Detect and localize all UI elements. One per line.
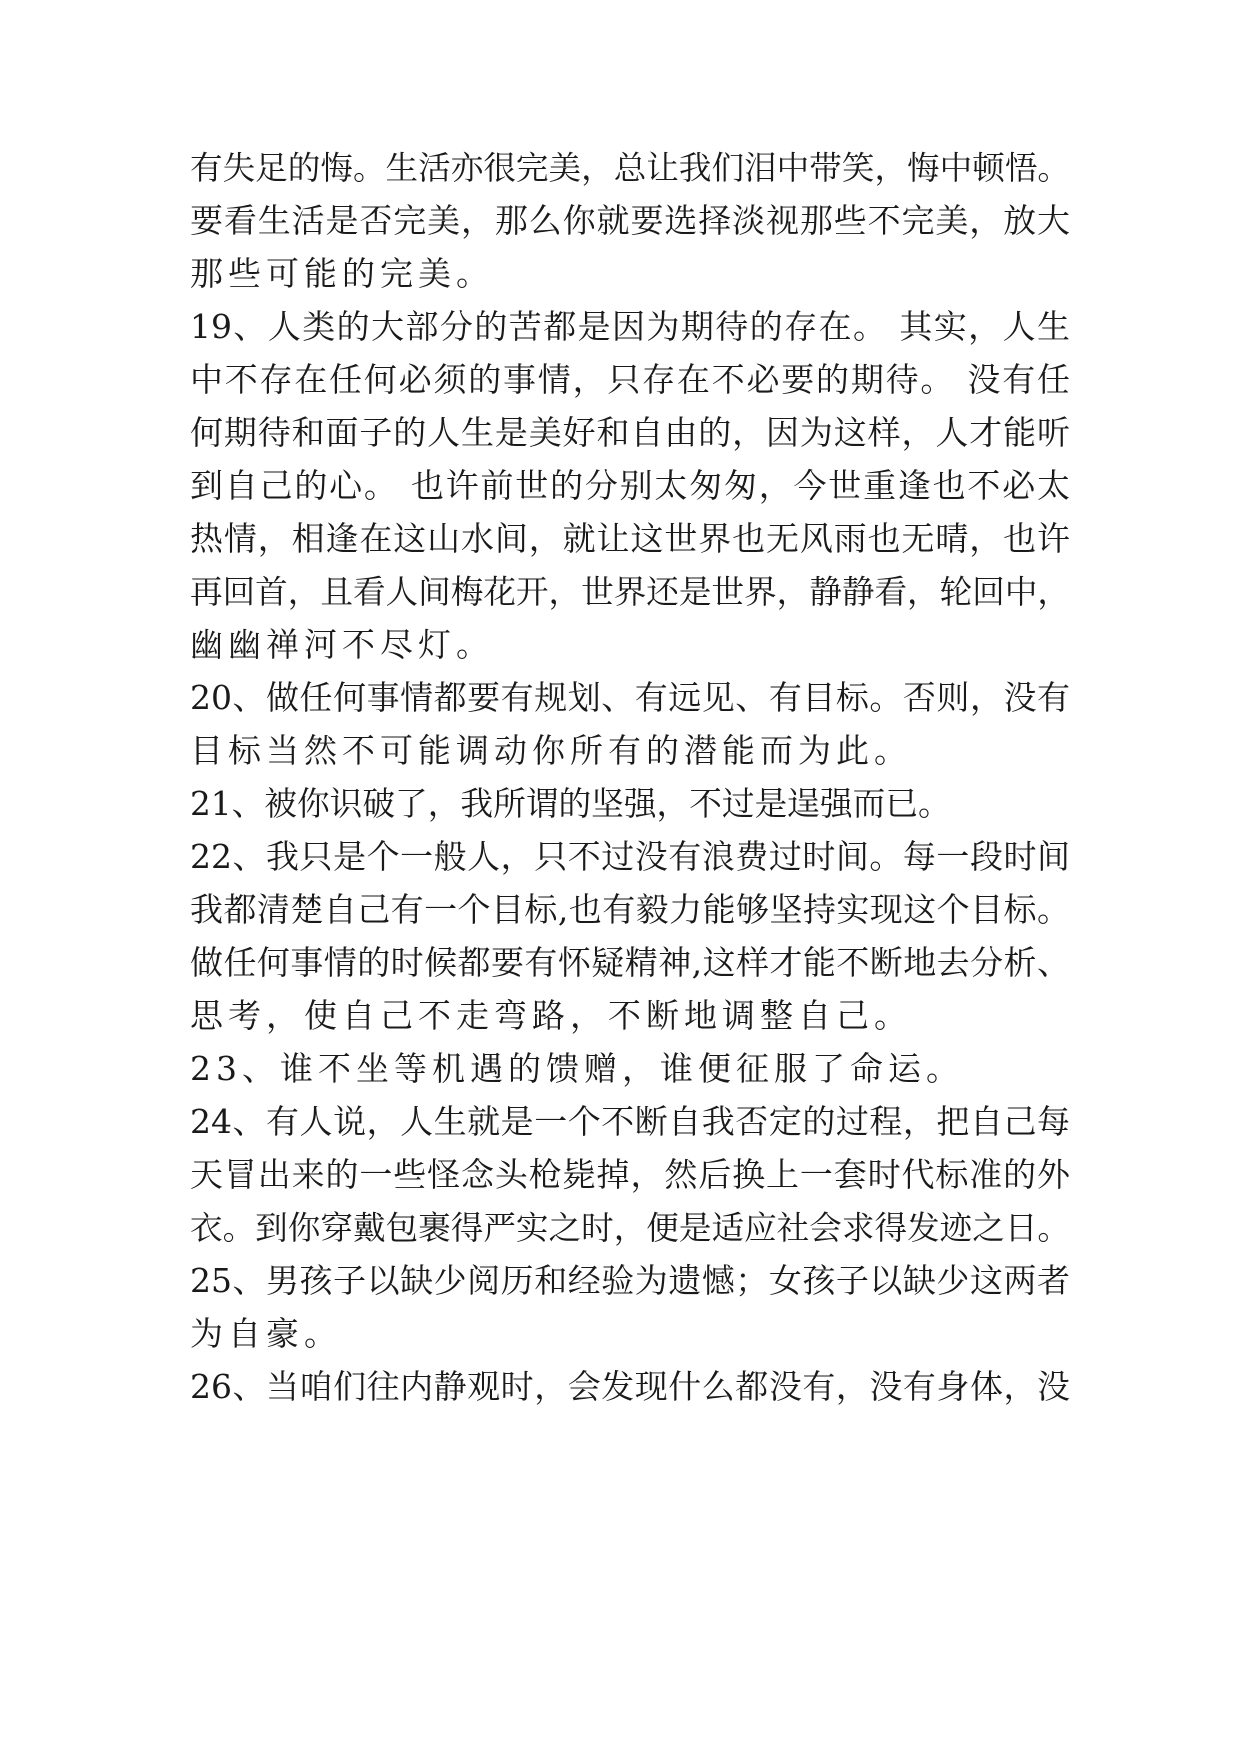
text-line: 25、男孩子以缺少阅历和经验为遗憾；女孩子以缺少这两者 [190,1261,1070,1300]
text-line: 天冒出来的一些怪念头枪毙掉，然后换上一套时代标准的外 [190,1155,1070,1194]
text-line: 23、谁不坐等机遇的馈赠，谁便征服了命运。 [190,1049,964,1088]
text-line: 到自己的心。 也许前世的分别太匆匆，今世重逢也不必太 [190,466,1070,505]
text-line: 再回首，且看人间梅花开，世界还是世界，静静看，轮回中， [190,573,1070,611]
text-line: 热情，相逢在这山水间，就让这世界也无风雨也无晴，也许 [190,519,1070,558]
text-line: 幽幽禅河不尽灯。 [190,625,494,664]
text-line: 26、当咱们往内静观时，会发现什么都没有，没有身体，没 [190,1367,1070,1406]
text-line: 20、做任何事情都要有规划、有远见、有目标。否则，没有 [190,678,1070,717]
text-line: 要看生活是否完美，那么你就要选择淡视那些不完美，放大 [190,201,1070,240]
text-line: 19、人类的大部分的苦都是因为期待的存在。 其实，人生 [190,307,1070,346]
text-line: 做任何事情的时候都要有怀疑精神,这样才能不断地去分析、 [190,943,1070,982]
text-line: 为自豪。 [190,1314,342,1353]
text-line: 21、被你识破了，我所谓的坚强，不过是逞强而已。 [190,785,951,823]
text-line: 24、有人说，人生就是一个不断自我否定的过程，把自己每 [190,1102,1070,1141]
text-line: 中不存在任何必须的事情，只存在不必要的期待。 没有任 [190,360,1070,399]
text-line: 何期待和面子的人生是美好和自由的，因为这样，人才能听 [190,413,1070,452]
text-line: 那些可能的完美。 [190,254,494,293]
text-line: 有失足的悔。生活亦很完美，总让我们泪中带笑，悔中顿悟。 [190,149,1070,187]
text-line: 目标当然不可能调动你所有的潜能而为此。 [190,731,912,770]
text-line: 思考，使自己不走弯路，不断地调整自己。 [190,996,912,1035]
text-line: 衣。到你穿戴包裹得严实之时，便是适应社会求得发迹之日。 [190,1209,1070,1247]
text-line: 22、我只是个一般人，只不过没有浪费过时间。每一段时间 [190,837,1070,876]
text-line: 我都清楚自己有一个目标,也有毅力能够坚持实现这个目标。 [190,890,1070,929]
